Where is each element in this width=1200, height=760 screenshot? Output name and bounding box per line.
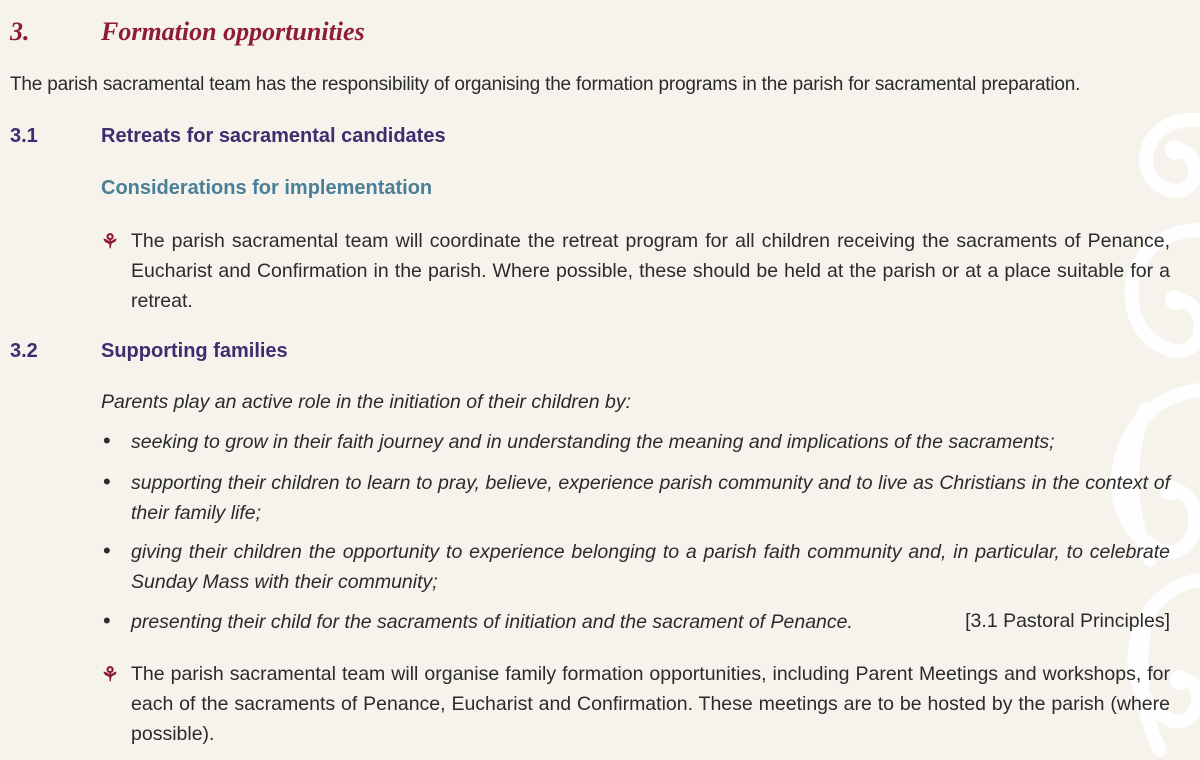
- bullet-dot-icon: •: [103, 608, 111, 633]
- bullet-dot-icon: •: [103, 538, 111, 563]
- section-title: Formation opportunities: [101, 17, 365, 46]
- section-number: 3.: [10, 17, 30, 46]
- subsection-3-2-number: 3.2: [10, 340, 38, 362]
- list-item: seeking to grow in their faith journey and in understanding the meaning and implications of the sacraments;: [131, 431, 1055, 453]
- bullet-dot-icon: •: [103, 469, 111, 494]
- subsection-3-2-title: Supporting families: [101, 340, 288, 362]
- list-item: presenting their child for the sacraments of initiation and the sacrament of Penance.: [131, 611, 853, 633]
- retreat-point: The parish sacramental team will coordinate the retreat program for all children receiving the sacraments of Penance, Eucharist and Confirmation in the parish. Where possible, these should be held at the parish or at a place suitable for a retreat.: [131, 230, 1170, 312]
- subsection-3-1-title: Retreats for sacramental candidates: [101, 125, 446, 147]
- list-item: giving their children the opportunity to experience belonging to a parish faith community and, in particular, to celebrate Sunday Mass with their community;: [131, 541, 1170, 593]
- family-formation-point: The parish sacramental team will organise family formation opportunities, including Parent Meetings and workshops, for each of the sacraments of Penance, Eucharist and Confirmation. These meetings are to be hosted by the parish (where possible).: [131, 663, 1170, 745]
- list-item: supporting their children to learn to pray, believe, experience parish community and to live as Christians in the context of their family life;: [131, 472, 1170, 524]
- flower-bullet-icon: ⚘: [101, 664, 119, 686]
- subsection-3-1-number: 3.1: [10, 125, 38, 147]
- flower-bullet-icon: ⚘: [101, 231, 119, 253]
- bullet-dot-icon: •: [103, 428, 111, 453]
- considerations-heading: Considerations for implementation: [101, 177, 433, 199]
- reference-note: [3.1 Pastoral Principles]: [965, 610, 1170, 632]
- section-intro: The parish sacramental team has the responsibility of organising the formation programs in the parish for sacramental preparation.: [10, 74, 1081, 95]
- parents-lead-text: Parents play an active role in the initiation of their children by:: [101, 391, 632, 413]
